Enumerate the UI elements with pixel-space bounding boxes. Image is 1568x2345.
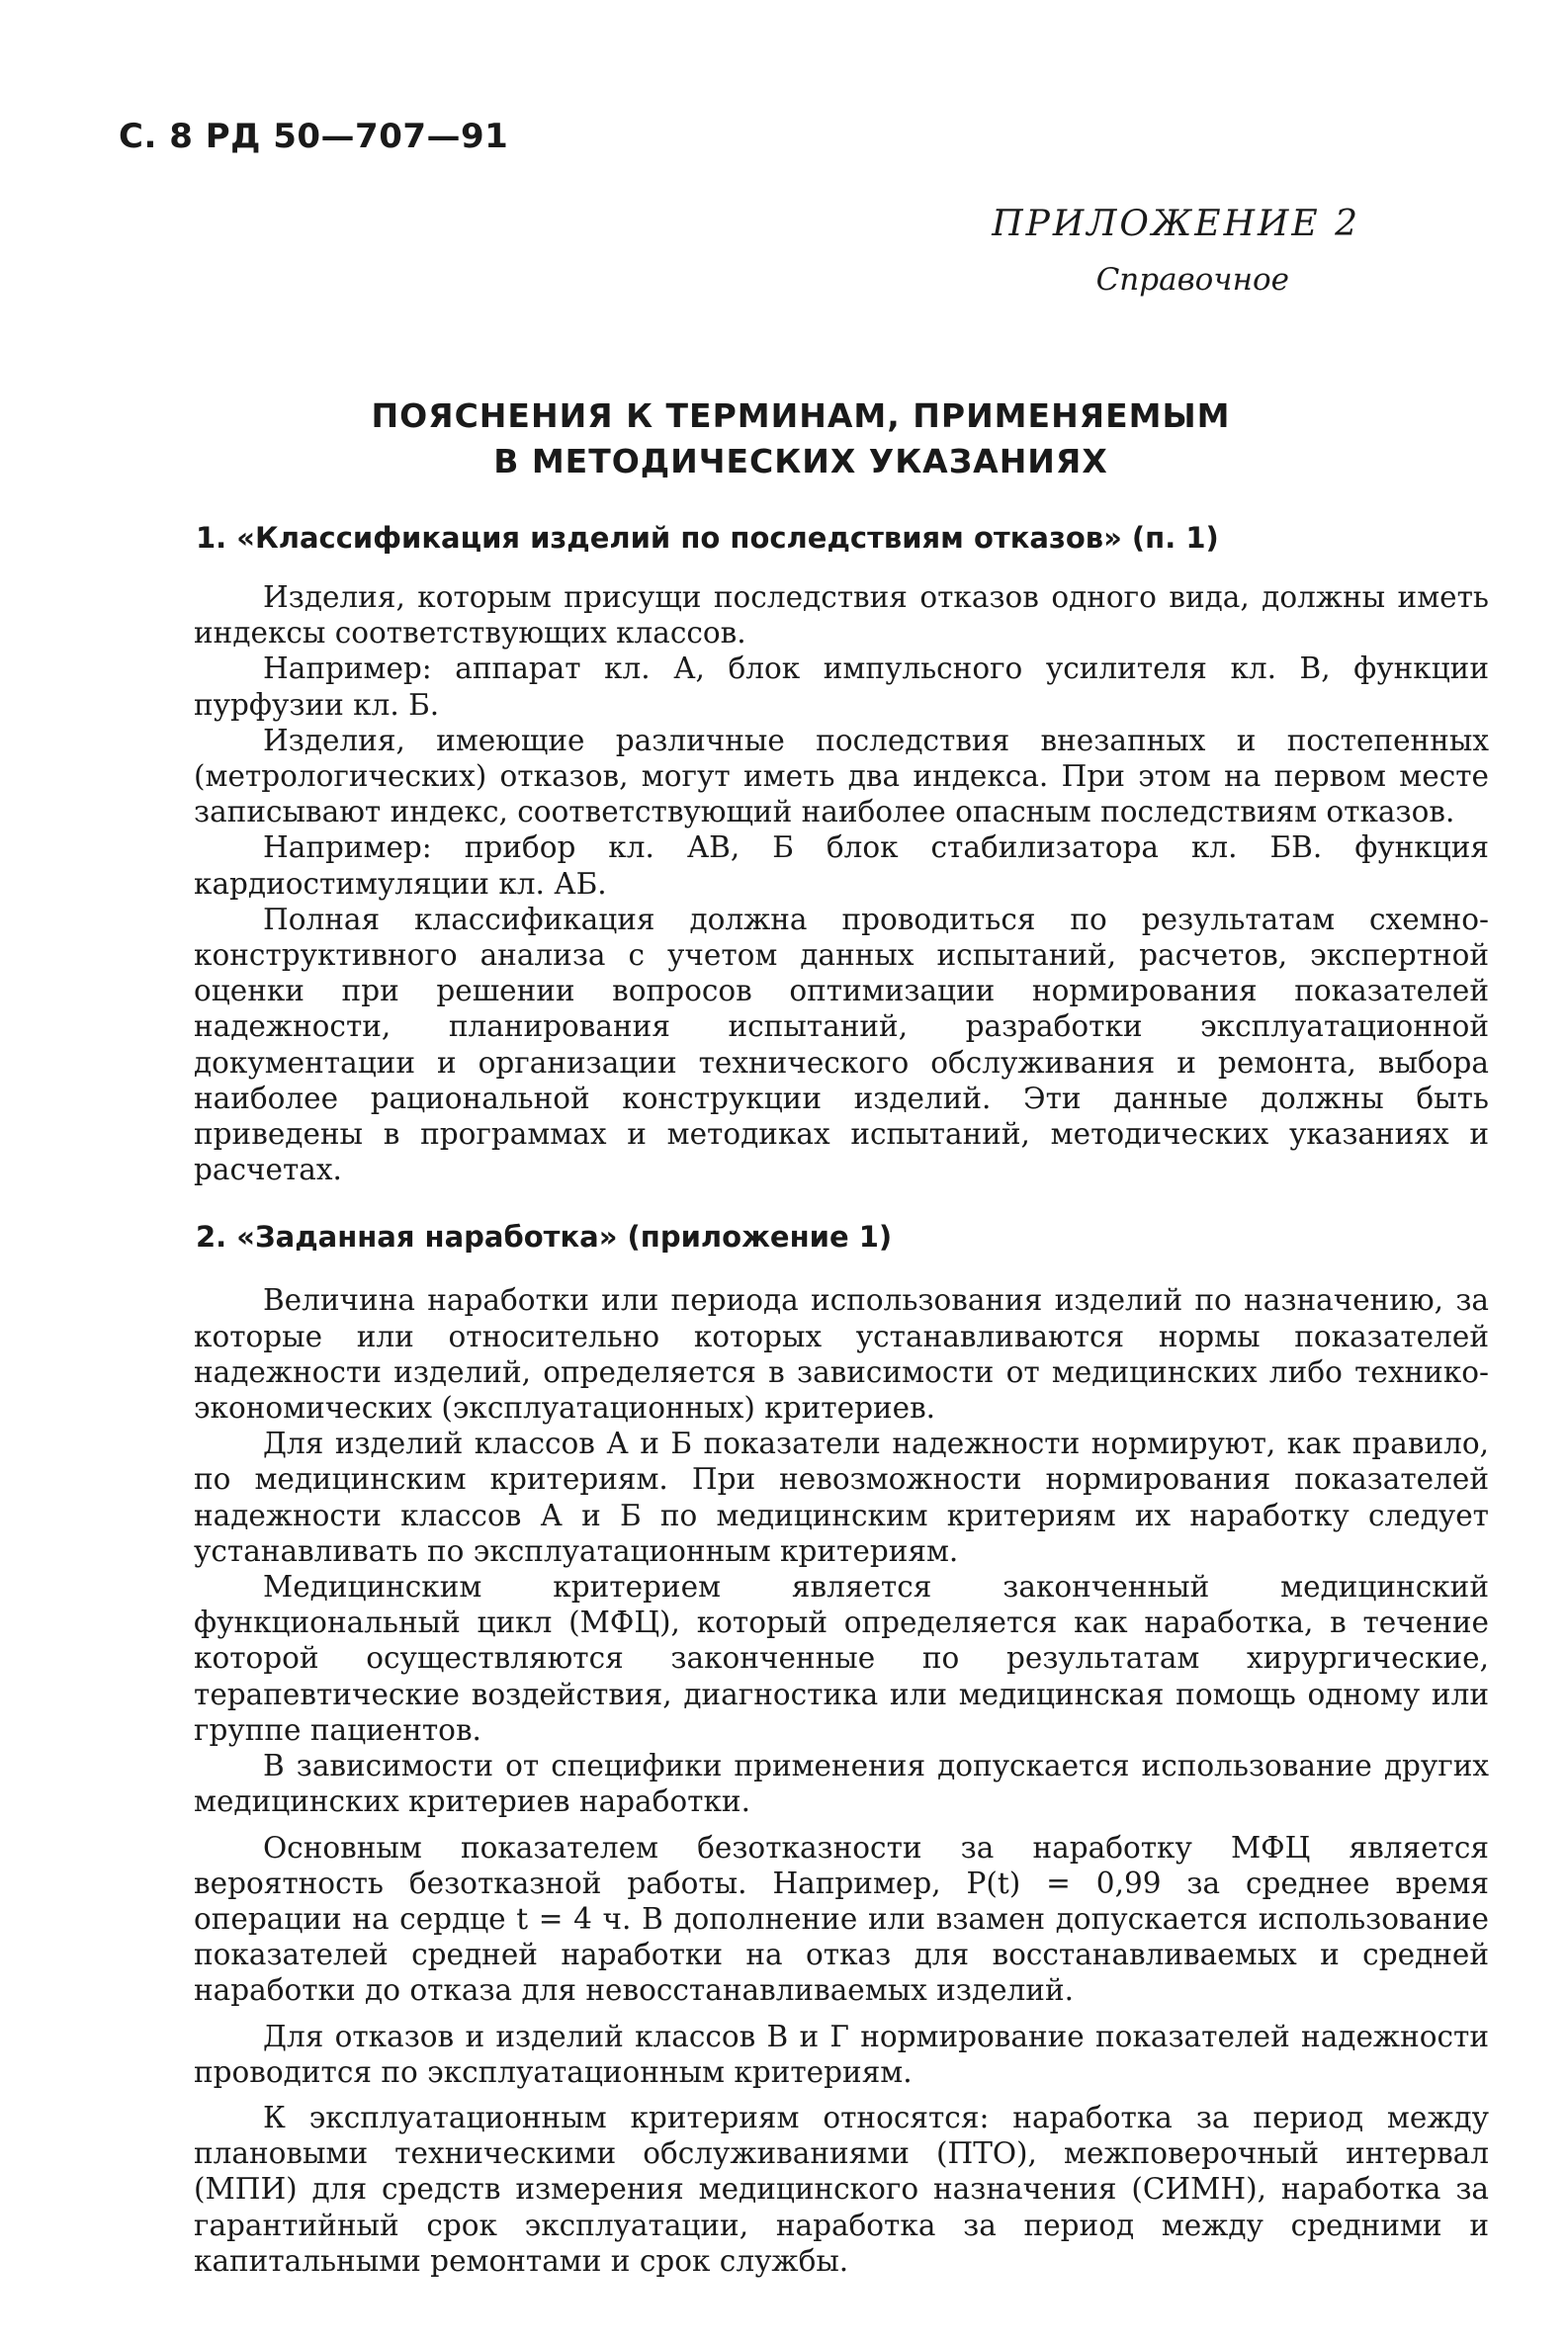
appendix-label: ПРИЛОЖЕНИЕ 2 [992, 204, 1360, 244]
document-reference: С. 8 РД 50—707—91 [119, 117, 509, 156]
page-title-line-1: ПОЯСНЕНИЯ К ТЕРМИНАМ, ПРИМЕНЯЕМЫМ [371, 396, 1231, 435]
section-2-paragraph-3: Медицинским критерием является законченный медицинский функциональный цикл (МФЦ), который определяется как наработка, в течение которой осуществляются законченные по результатам хирургические, терапевтические воздействия, диагностика или медицинская помощь одному или группе пациентов. [194, 1570, 1489, 1747]
section-1-paragraph-5: Полная классификация должна проводиться по результатам схемно-конструктивного анализа с учетом данных испытаний, расчетов, экспертной оценки при решении вопросов оптимизации нормирования показателей надежности, планирования испытаний, разработки эксплуатационной документации и организации технического обслуживания и ремонта, выбора наиболее рациональной конструкции изделий. Эти данные должны быть приведены в программах и методиках испытаний, методических указаниях и расчетах. [194, 902, 1489, 1187]
section-1-heading: 1. «Классификация изделий по последствиям отказов» (п. 1) [196, 521, 1219, 555]
section-1-paragraph-4: Например: прибор кл. АВ, Б блок стабилизатора кл. БВ. функция кардиостимуляции кл. АБ. [194, 830, 1489, 901]
page-title-line-2: В МЕТОДИЧЕСКИХ УКАЗАНИЯХ [493, 442, 1108, 480]
appendix-block [992, 204, 1360, 298]
section-2-heading: 2. «Заданная наработка» (приложение 1) [196, 1220, 893, 1255]
section-2-paragraph-4: В зависимости от специфики применения допускается использование других медицинских критериев наработки. [194, 1749, 1489, 1819]
section-2-paragraph-2: Для изделий классов А и Б показатели надежности нормируют, как правило, по медицинским критериям. При невозможности нормирования показателей надежности классов А и Б по медицинским критериям их наработку следует устанавливать по эксплуатационным критериям. [194, 1427, 1489, 1568]
section-1-paragraph-3: Изделия, имеющие различные последствия внезапных и постепенных (метрологических) отказов, могут иметь два индекса. При этом на первом месте записывают индекс, соответствующий наиболее опасным последствиям отказов. [194, 723, 1489, 829]
section-2-paragraph-7: К эксплуатационным критериям относятся: наработка за период между плановыми техническими обслуживаниями (ПТО), межповерочный интервал (МПИ) для средств измерения медицинского назначения (СИМН), наработка за гарантийный срок эксплуатации, наработка за период между средними и капитальными ремонтами и срок службы. [194, 2100, 1489, 2278]
document-body [194, 518, 1489, 2279]
section-2-paragraph-1: Величина наработки или периода использования изделий по назначению, за которые или относительно которых устанавливаются нормы показателей надежности изделий, определяется в зависимости от медицинских либо технико-экономических (эксплуатационных) критериев. [194, 1283, 1489, 1426]
section-2-paragraph-5: Основным показателем безотказности за наработку МФЦ является вероятность безотказной работы. Например, P(t) = 0,99 за среднее время операции на сердце t = 4 ч. В дополнение или взамен допускается использование показателей средней наработки на отказ для восстанавливаемых и средней наработки до отказа для невосстанавливаемых изделий. [194, 1830, 1489, 2008]
section-1-paragraph-1: Изделия, которым присущи последствия отказов одного вида, должны иметь индексы соответствующих классов. [194, 580, 1489, 651]
section-1-paragraph-2: Например: аппарат кл. А, блок импульсного усилителя кл. В, функции пурфузии кл. Б. [194, 651, 1489, 722]
section-2-paragraph-6: Для отказов и изделий классов В и Г нормирование показателей надежности проводится по эксплуатационным критериям. [194, 2019, 1489, 2089]
page-title [119, 393, 1483, 484]
appendix-type: Справочное [1095, 262, 1289, 298]
